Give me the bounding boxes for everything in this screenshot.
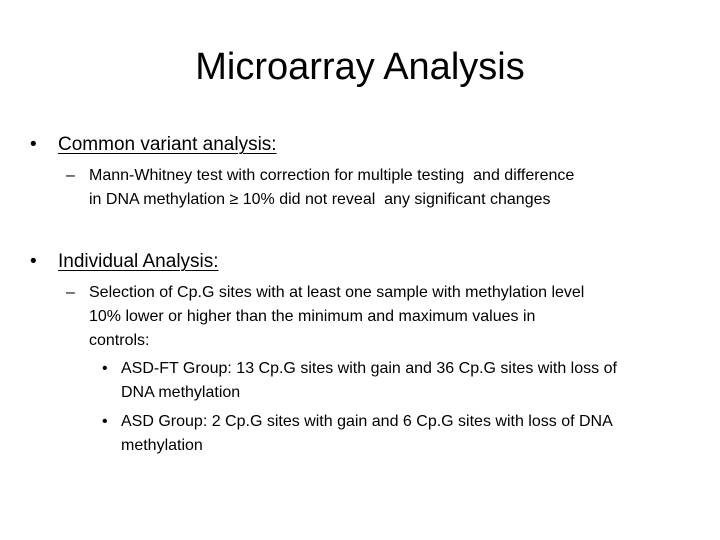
text-line: 10% lower or higher than the minimum and maximum values in [89,308,536,325]
text-line: methylation [121,437,203,454]
text-line: in DNA methylation ≥ 10% did not reveal any significant changes [89,191,551,208]
section-individual-analysis [30,250,690,274]
section-heading: Individual Analysis: [58,251,219,272]
bullet-icon: • [102,413,108,430]
bullet-icon: • [30,251,37,272]
section-common-variant [30,133,690,157]
list-item-text [89,164,674,212]
sub-list-item [102,410,672,458]
text-line: DNA methylation [121,384,241,401]
list-item [66,281,666,353]
bullet-icon: • [30,134,37,155]
dash-icon: – [66,167,75,184]
list-item-text [89,281,674,353]
dash-icon: – [66,284,75,301]
sub-list-item [102,357,672,405]
sub-list-item-text [121,410,666,458]
text-line: ASD-FT Group: 13 Cp.G sites with gain and 36 Cp.G sites with loss of [121,360,617,377]
bullet-icon: • [102,360,108,377]
section-heading: Common variant analysis: [58,134,277,155]
sub-list-item-text [121,357,666,405]
slide-title: Microarray Analysis [195,46,525,88]
text-line: Mann-Whitney test with correction for multiple testing and difference [89,167,575,184]
list-item [66,164,666,212]
text-line: ASD Group: 2 Cp.G sites with gain and 6 Cp.G sites with loss of DNA [121,413,613,430]
text-line: Selection of Cp.G sites with at least one sample with methylation level [89,284,585,301]
text-line: controls: [89,332,150,349]
